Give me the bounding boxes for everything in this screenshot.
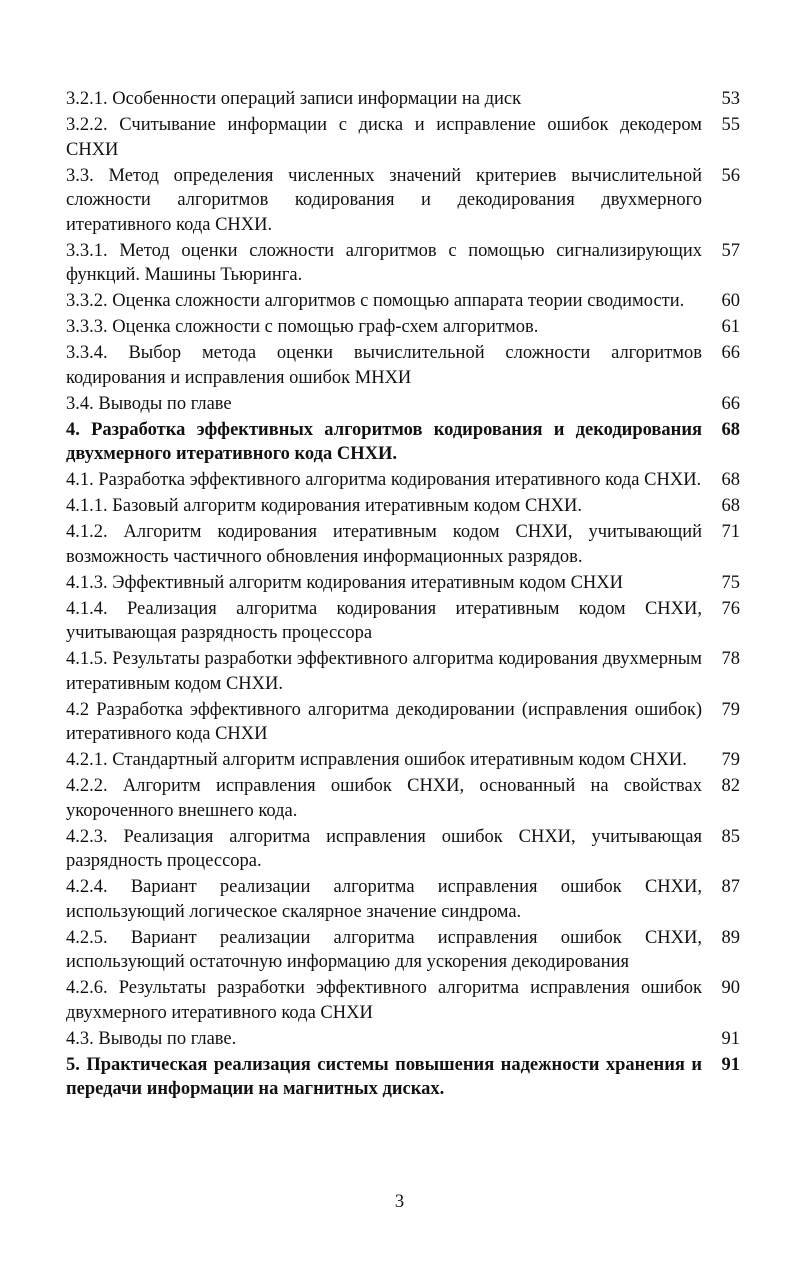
toc-entry-page: 57 <box>721 240 740 261</box>
toc-entry-page: 75 <box>721 572 740 593</box>
toc-entry-page: 66 <box>721 343 740 363</box>
toc-entry-page: 79 <box>721 750 740 770</box>
toc-entry-page: 91 <box>721 1028 740 1049</box>
toc-entry-title: 3.3.2. Оценка сложности алгоритмов с помощью аппарата теории сводимости. <box>66 291 685 311</box>
toc-entry-page: 85 <box>721 826 740 847</box>
toc-entry-title: 4.1.5. Результаты разработки эффективного алгоритма кодирования двухмерным итеративным кодом СНХИ. <box>66 649 702 694</box>
toc-entry <box>66 392 746 417</box>
toc-entry <box>66 289 746 314</box>
toc-entry-title: 3.2.1. Особенности операций записи информации на диск <box>66 89 522 109</box>
toc-entry-page: 82 <box>721 776 740 796</box>
page-number: 3 <box>394 1192 405 1212</box>
toc-entry <box>66 748 746 773</box>
toc-entry-title: 3.3.4. Выбор метода оценки вычислительной сложности алгоритмов кодирования и исправления ошибок МНХИ <box>66 343 702 388</box>
toc-entry <box>66 341 746 390</box>
toc-entry-title: 4.1.2. Алгоритм кодирования итеративным кодом СНХИ, учитывающий возможность частичного обновления информационных разрядов. <box>66 522 702 567</box>
toc-entry-title: 3.3.3. Оценка сложности с помощью граф-схем алгоритмов. <box>66 317 539 337</box>
toc-entry-title: 3.3.1. Метод оценки сложности алгоритмов с помощью сигнализирующих функций. Машины Тьюринга. <box>66 240 702 285</box>
toc-entry-title: 4.2.6. Результаты разработки эффективного алгоритма исправления ошибок двухмерного итеративного кода СНХИ <box>66 978 702 1023</box>
toc-entry <box>66 468 746 493</box>
toc-entry-title: 4.1. Разработка эффективного алгоритма кодирования итеративного кода СНХИ. <box>66 470 702 490</box>
toc-entry-page: 68 <box>721 496 740 516</box>
toc-entry-page: 87 <box>721 877 740 897</box>
toc-entry-page: 60 <box>721 291 740 311</box>
toc-entry-title: 4.2.4. Вариант реализации алгоритма исправления ошибок СНХИ, использующий логическое скалярное значение синдрома. <box>66 877 702 922</box>
toc-entry-page: 68 <box>721 419 740 440</box>
toc-entry-title: 4.1.4. Реализация алгоритма кодирования итеративным кодом СНХИ, учитывающая разрядность процессора <box>66 598 702 643</box>
toc-entry <box>66 597 746 646</box>
toc-entry <box>66 315 746 340</box>
toc-entry-title: 4.3. Выводы по главе. <box>66 1028 237 1049</box>
toc-entry-page: 68 <box>721 470 740 490</box>
toc-entry-title: 4.2.5. Вариант реализации алгоритма исправления ошибок СНХИ, использующий остаточную информацию для ускорения декодирования <box>66 927 702 972</box>
toc-entry-page: 79 <box>721 699 740 720</box>
toc-entry <box>66 875 746 924</box>
toc-entry <box>66 926 746 975</box>
toc-entry-title: 5. Практическая реализация системы повышения надежности хранения и передачи информации на магнитных дисках. <box>66 1054 702 1099</box>
toc-entry-title: 3.3. Метод определения численных значений критериев вычислительной сложности алгоритмов кодирования и декодирования двухмерного итеративного кода СНХИ. <box>66 165 702 235</box>
toc-entry-page: 78 <box>721 649 740 669</box>
toc-entry <box>66 1027 746 1052</box>
toc-entry <box>66 239 746 288</box>
toc-entry <box>66 520 746 569</box>
toc-entry-page: 66 <box>721 393 740 414</box>
toc-entry <box>66 164 746 238</box>
toc-entry <box>66 976 746 1025</box>
toc-entry <box>66 647 746 696</box>
toc-entry-title: 4.2.1. Стандартный алгоритм исправления ошибок итеративным кодом СНХИ. <box>66 750 687 770</box>
toc-entry-title: 4.2.3. Реализация алгоритма исправления ошибок СНХИ, учитывающая разрядность процессора. <box>66 826 702 871</box>
toc-entry-page: 91 <box>721 1054 740 1075</box>
toc-entry <box>66 698 746 747</box>
toc-entry-title: 3.4. Выводы по главе <box>66 393 232 414</box>
toc-entry-title: 4.2 Разработка эффективного алгоритма декодировании (исправления ошибок) итеративного кода СНХИ <box>66 699 702 744</box>
toc-entry-title: 4. Разработка эффективных алгоритмов кодирования и декодирования двухмерного итеративного кода СНХИ. <box>66 419 702 464</box>
toc-entry <box>66 113 746 162</box>
toc-entry <box>66 774 746 823</box>
toc-entry-page: 55 <box>721 115 740 135</box>
toc-entry-page: 71 <box>721 522 740 542</box>
toc-entry-page: 53 <box>721 89 740 109</box>
toc-entry <box>66 87 746 112</box>
toc-entry <box>66 571 746 596</box>
toc-entry-title: 3.2.2. Считывание информации с диска и исправление ошибок декодером СНХИ <box>66 115 702 160</box>
toc-entry <box>66 494 746 519</box>
toc-chapter-entry <box>66 1053 746 1102</box>
toc-entry-page: 90 <box>721 978 740 998</box>
toc-entry <box>66 825 746 874</box>
toc-entry-title: 4.2.2. Алгоритм исправления ошибок СНХИ, основанный на свойствах укороченного внешнего кода. <box>66 776 702 821</box>
toc-entry-page: 76 <box>721 598 740 619</box>
toc-entry-title: 4.1.1. Базовый алгоритм кодирования итеративным кодом СНХИ. <box>66 496 583 516</box>
toc-entry-page: 61 <box>721 317 740 337</box>
toc-entry-title: 4.1.3. Эффективный алгоритм кодирования итеративным кодом СНХИ <box>66 572 624 593</box>
table-of-contents <box>66 87 746 1103</box>
toc-entry-page: 89 <box>721 927 740 948</box>
toc-entry-page: 56 <box>721 165 740 186</box>
toc-chapter-entry <box>66 418 746 467</box>
